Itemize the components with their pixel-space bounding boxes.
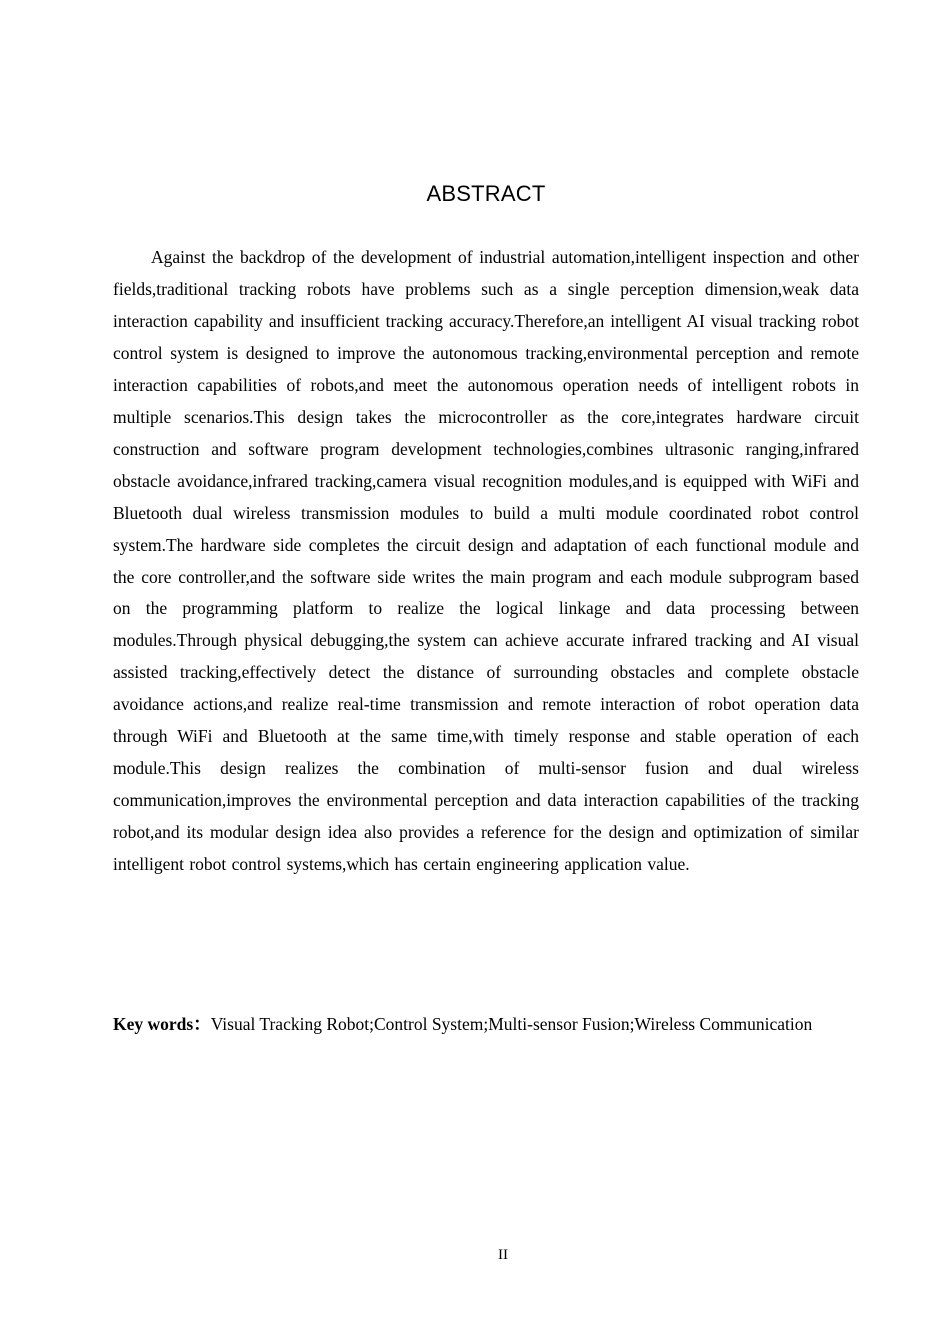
page-number: II [498,1247,508,1263]
keywords-line [113,1008,859,1040]
abstract-body: Against the backdrop of the development of industrial automation,intelligent inspection and other fields,traditional tracking robots have problems such as a single perception dimension,weak data interaction capability and insufficient tracking accuracy.Therefore,an intelligent AI visual tracking robot control system is designed to improve the autonomous tracking,environmental perception and remote interaction capabilities of robots,and meet the autonomous operation needs of intelligent robots in multiple scenarios.This design takes the microcontroller as the core,integrates hardware circuit construction and software program development technologies,combines ultrasonic ranging,infrared obstacle avoidance,infrared tracking,camera visual recognition modules,and is equipped with WiFi and Bluetooth dual wireless transmission modules to build a multi module coordinated robot control system.The hardware side completes the circuit design and adaptation of each functional module and the core controller,and the software side writes the main program and each module subprogram based on the programming platform to realize the logical linkage and data processing between modules.Through physical debugging,the system can achieve accurate infrared tracking and AI visual assisted tracking,effectively detect the distance of surrounding obstacles and complete obstacle avoidance actions,and realize real-time transmission and remote interaction of robot operation data through WiFi and Bluetooth at the same time,with timely response and stable operation of each module.This design realizes the combination of multi-sensor fusion and dual wireless communication,improves the environmental perception and data interaction capabilities of the tracking robot,and its modular design idea also provides a reference for the design and optimization of similar intelligent robot control systems,which has certain engineering application value. [113,247,859,875]
keywords-label: Key words： [113,1014,211,1034]
keywords-text: Visual Tracking Robot;Control System;Multi-sensor Fusion;Wireless Communication [210,1014,813,1034]
abstract-title: ABSTRACT [426,181,546,206]
